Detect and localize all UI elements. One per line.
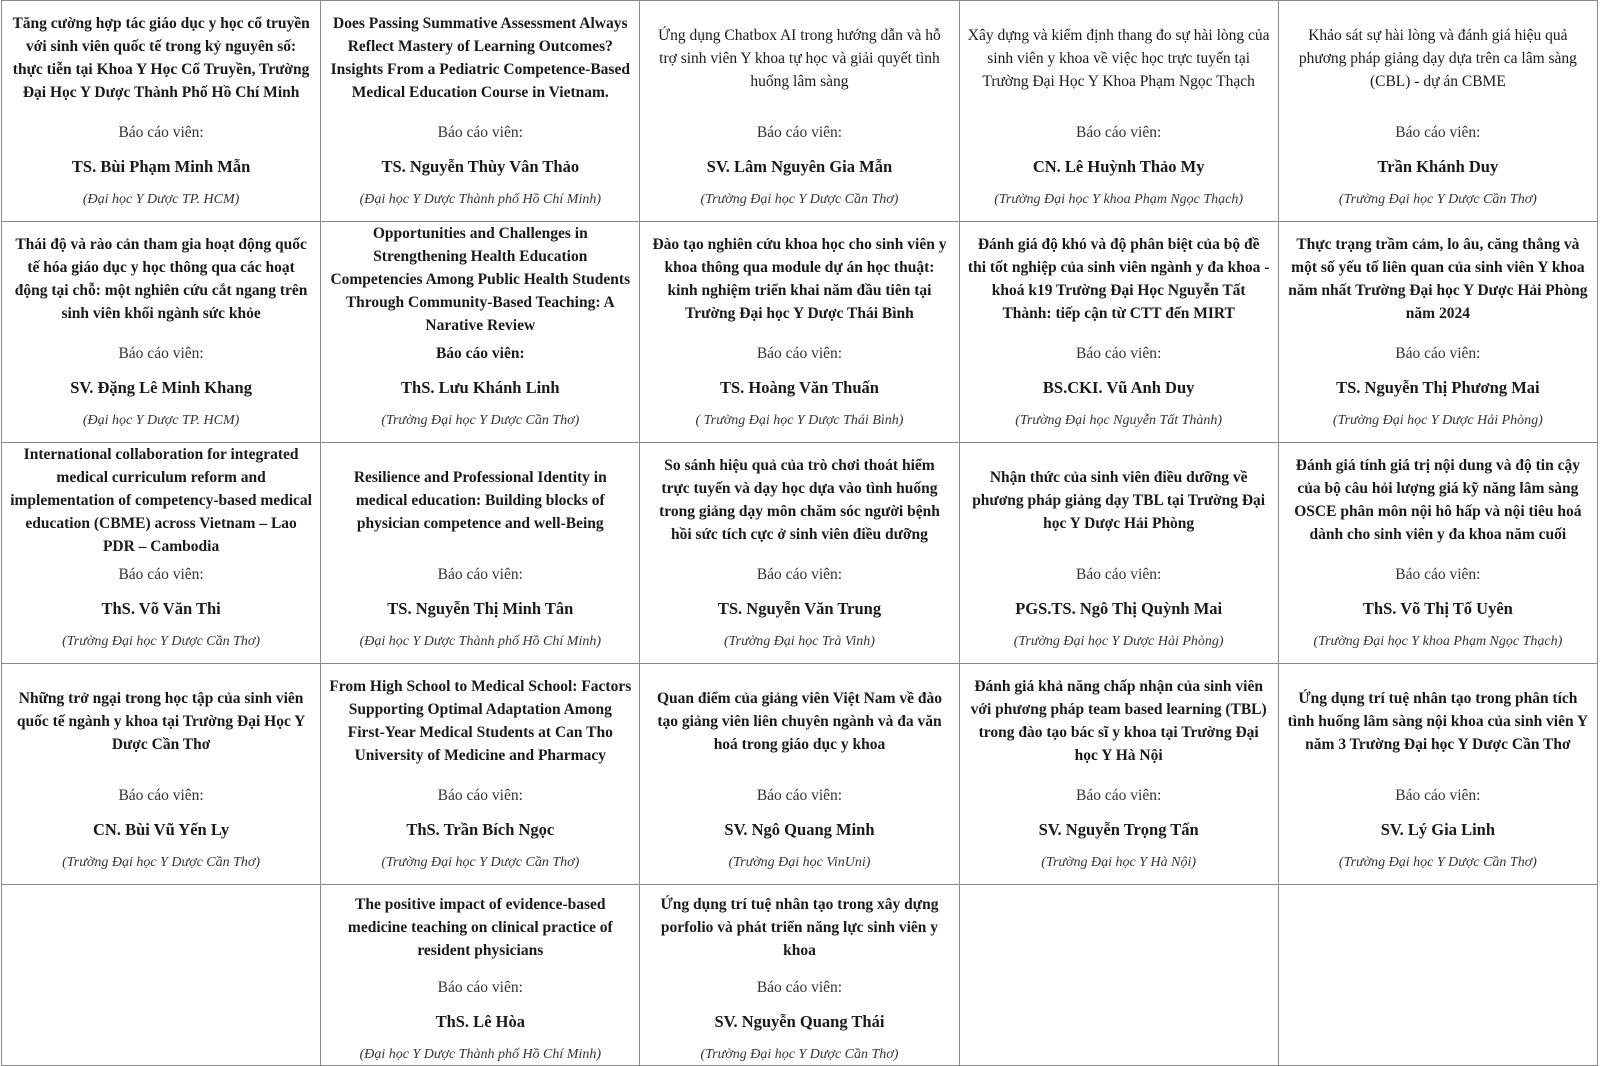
- presentation-cell: [2, 222, 321, 443]
- speaker-label: Báo cáo viên:: [437, 787, 523, 804]
- speaker-organization: (Trường Đại học Y Dược Cần Thơ): [62, 855, 261, 870]
- presentation-title: From High School to Medical School: Factors Supporting Optimal Adaptation Among First-Year Medical Students at Can Tho University of Medicine and Pharmacy: [329, 678, 632, 764]
- speaker-organization: (Đại học Y Dược Thành phố Hồ Chí Minh): [359, 192, 601, 207]
- speaker-label: Báo cáo viên:: [118, 345, 204, 362]
- speaker-organization: (Trường Đại học Y Hà Nội): [1041, 855, 1197, 870]
- speaker-name: Trần Khánh Duy: [1377, 157, 1499, 176]
- speaker-organization: (Trường Đại học VinUni): [728, 855, 871, 870]
- speaker-name: CN. Bùi Vũ Yến Ly: [93, 820, 230, 839]
- speaker-label: Báo cáo viên:: [756, 979, 843, 996]
- presentation-entry: [321, 664, 639, 884]
- presentation-title: Khảo sát sự hài lòng và đánh giá hiệu quả phương pháp giảng dạy dựa trên ca lâm sàng (CBL) - dự án CBME: [1298, 26, 1577, 90]
- presentation-cell: [959, 664, 1278, 885]
- presentation-entry: [321, 1, 639, 221]
- speaker-name: CN. Lê Huỳnh Thảo My: [1032, 157, 1205, 176]
- presentation-title: Nhận thức của sinh viên điều dưỡng về phương pháp giảng dạy TBL tại Trường Đại học Y Dược Hải Phòng: [972, 468, 1266, 532]
- speaker-label: Báo cáo viên:: [1395, 345, 1481, 362]
- presentation-cell: [321, 1, 640, 222]
- speaker-label: Báo cáo viên:: [437, 124, 523, 141]
- speaker-name: SV. Nguyễn Trọng Tấn: [1038, 820, 1199, 839]
- presentation-entry: [1279, 1, 1597, 221]
- presentation-title: Thái độ và rào cản tham gia hoạt động quốc tế hóa giáo dục y học thông qua các hoạt động tại chỗ: một nghiên cứu cắt ngang trên sinh viên khối ngành sức khỏe: [14, 236, 308, 322]
- speaker-organization: (Trường Đại học Y Dược Cần Thơ): [62, 634, 261, 649]
- presentation-title: Ứng dụng trí tuệ nhân tạo trong xây dựng porfolio và phát triển năng lực sinh viên y khoa: [660, 896, 939, 959]
- presentation-title: So sánh hiệu quả của trò chơi thoát hiểm trực tuyến và dạy học dựa vào tình huống trong giảng dạy môn chăm sóc người bệnh hồi sức tích cực ở sinh viên điều dưỡng: [659, 457, 940, 543]
- presentation-title: Quan điểm của giảng viên Việt Nam về đào tạo giảng viên liên chuyên ngành và đa văn hoá trong giáo dục y khoa: [656, 689, 942, 753]
- speaker-name: TS. Nguyễn Thị Minh Tân: [387, 599, 574, 618]
- speaker-name: SV. Ngô Quang Minh: [724, 820, 875, 839]
- speaker-organization: ( Trường Đại học Y Dược Thái Bình): [695, 413, 904, 428]
- presentation-title: Đánh giá độ khó và độ phân biệt của bộ đề thi tốt nghiệp của sinh viên ngành y đa khoa - khoá k19 Trường Đại Học Nguyễn Tất Thành: tiếp cận từ CTT đến MIRT: [967, 236, 1270, 322]
- speaker-name: PGS.TS. Ngô Thị Quỳnh Mai: [1015, 599, 1223, 618]
- speaker-label: Báo cáo viên:: [1076, 787, 1162, 804]
- speaker-name: SV. Lý Gia Linh: [1380, 820, 1496, 839]
- speaker-name: ThS. Võ Văn Thi: [101, 599, 221, 618]
- speaker-organization: (Trường Đại học Y Dược Hải Phòng): [1013, 634, 1224, 649]
- speaker-label: Báo cáo viên:: [756, 124, 843, 141]
- presentation-cell: [1278, 664, 1597, 885]
- presentation-title: Does Passing Summative Assessment Always Reflect Mastery of Learning Outcomes? Insights From a Pediatric Competence-Based Medical Education Course in Vietnam.: [330, 15, 630, 101]
- empty-cell: [959, 885, 1278, 1066]
- presentation-cell: [640, 885, 959, 1066]
- speaker-label: Báo cáo viên:: [435, 345, 525, 362]
- speaker-organization: (Trường Đại học Y khoa Phạm Ngọc Thạch): [994, 192, 1244, 207]
- presentation-cell: [640, 1, 959, 222]
- speaker-name: ThS. Lưu Khánh Linh: [401, 378, 560, 397]
- presentation-title: Đánh giá tính giá trị nội dung và độ tin cậy của bộ câu hỏi lượng giá kỹ năng lâm sàng OSCE phân môn nội hô hấp và nội tiêu hoá dành cho sinh viên y đa khoa năm cuối: [1294, 457, 1582, 543]
- speaker-label: Báo cáo viên:: [1076, 566, 1162, 583]
- speaker-organization: (Trường Đại học Y Dược Cần Thơ): [700, 1047, 899, 1062]
- speaker-name: TS. Nguyễn Thị Phương Mai: [1336, 378, 1540, 397]
- presentation-entry: [1279, 222, 1597, 442]
- presentation-entry: [640, 885, 958, 1065]
- empty-cell: [2, 885, 321, 1066]
- speaker-label: Báo cáo viên:: [118, 787, 204, 804]
- speaker-organization: (Trường Đại học Y Dược Cần Thơ): [1338, 855, 1537, 870]
- speaker-name: TS. Bùi Phạm Minh Mẫn: [71, 157, 251, 176]
- presentation-entry: [960, 222, 1278, 442]
- presentation-entry: [640, 664, 958, 884]
- presentation-cell: [640, 664, 959, 885]
- presentation-title: Xây dựng và kiểm định thang đo sự hài lòng của sinh viên y khoa về việc học trực tuyến tại Trường Đại Học Y Khoa Phạm Ngọc Thạch: [967, 26, 1270, 90]
- presentation-title: International collaboration for integrated medical curriculum reform and implementation of competency-based medical education (CBME) across Vietnam – Lao PDR – Cambodia: [10, 445, 312, 555]
- speaker-organization: (Trường Đại học Y Dược Cần Thơ): [381, 855, 580, 870]
- speaker-label: Báo cáo viên:: [1395, 566, 1481, 583]
- presentation-title: Ứng dụng trí tuệ nhân tạo trong phân tích tình huống lâm sàng nội khoa của sinh viên Y năm 3 Trường Đại học Y Dược Cần Thơ: [1287, 689, 1589, 753]
- presentation-cell: [959, 443, 1278, 664]
- presentation-entry: [1279, 443, 1597, 663]
- speaker-organization: (Trường Đại học Y Dược Cần Thơ): [700, 192, 899, 207]
- presentation-cell: [2, 443, 321, 664]
- presentation-title: Tăng cường hợp tác giáo dục y học cổ truyền với sinh viên quốc tế trong kỷ nguyên số: thực tiễn tại Khoa Y Học Cổ Truyền, Trường Đại Học Y Dược Thành Phố Hồ Chí Minh: [12, 15, 310, 101]
- speaker-label: Báo cáo viên:: [1395, 787, 1481, 804]
- presentation-entry: [640, 222, 958, 442]
- presentation-title: The positive impact of evidence-based medicine teaching on clinical practice of resident physicians: [347, 896, 613, 959]
- speaker-organization: (Đại học Y Dược Thành phố Hồ Chí Minh): [359, 634, 601, 649]
- speaker-name: ThS. Trần Bích Ngọc: [406, 820, 555, 839]
- speaker-name: SV. Đặng Lê Minh Khang: [70, 378, 252, 397]
- speaker-name: SV. Nguyễn Quang Thái: [714, 1012, 885, 1031]
- presentation-entry: [321, 443, 639, 663]
- presentation-cell: [959, 222, 1278, 443]
- speaker-name: TS. Hoàng Văn Thuấn: [719, 378, 879, 397]
- presentation-entry: [2, 443, 320, 663]
- presentation-title: Đào tạo nghiên cứu khoa học cho sinh viên y khoa thông qua module dự án học thuật: kinh nghiệm triển khai năm đầu tiên tại Trường Đại học Y Dược Thái Bình: [652, 236, 947, 322]
- speaker-label: Báo cáo viên:: [1076, 345, 1162, 362]
- speaker-label: Báo cáo viên:: [437, 566, 523, 583]
- presentation-cell: [640, 222, 959, 443]
- speaker-name: TS. Nguyễn Văn Trung: [717, 599, 882, 618]
- presentation-cell: [640, 443, 959, 664]
- presentation-cell: [959, 1, 1278, 222]
- speaker-name: ThS. Võ Thị Tố Uyên: [1362, 599, 1513, 618]
- speaker-label: Báo cáo viên:: [756, 787, 843, 804]
- presentation-entry: [960, 443, 1278, 663]
- speaker-label: Báo cáo viên:: [756, 345, 843, 362]
- presentation-title: Những trở ngại trong học tập của sinh viên quốc tế ngành y khoa tại Trường Đại Học Y Dược Cần Thơ: [16, 689, 306, 753]
- speaker-organization: (Trường Đại học Y Dược Cần Thơ): [381, 413, 580, 428]
- presentation-entry: [960, 1, 1278, 221]
- presentation-cell: [1278, 443, 1597, 664]
- speaker-label: Báo cáo viên:: [1395, 124, 1481, 141]
- schedule-row: [2, 1, 1598, 222]
- schedule-row: [2, 222, 1598, 443]
- speaker-organization: (Đại học Y Dược Thành phố Hồ Chí Minh): [359, 1047, 601, 1062]
- presentation-cell: [321, 885, 640, 1066]
- schedule-row: [2, 443, 1598, 664]
- speaker-organization: (Trường Đại học Trà Vinh): [723, 634, 875, 649]
- presentation-cell: [321, 664, 640, 885]
- schedule-row: [2, 664, 1598, 885]
- presentation-entry: [1279, 664, 1597, 884]
- presentation-cell: [2, 1, 321, 222]
- presentation-cell: [1278, 222, 1597, 443]
- speaker-name: SV. Lâm Nguyên Gia Mẫn: [706, 157, 893, 176]
- empty-cell: [1278, 885, 1597, 1066]
- presentation-entry: [640, 1, 958, 221]
- presentation-cell: [2, 664, 321, 885]
- presentation-entry: [2, 1, 320, 221]
- speaker-label: Báo cáo viên:: [118, 124, 204, 141]
- presentation-entry: [2, 664, 320, 884]
- presentation-cell: [1278, 1, 1597, 222]
- presentation-entry: [2, 222, 320, 442]
- speaker-organization: (Trường Đại học Y Dược Cần Thơ): [1338, 192, 1537, 207]
- presentation-entry: [321, 222, 639, 442]
- speaker-organization: (Trường Đại học Y khoa Phạm Ngọc Thạch): [1313, 634, 1563, 649]
- speaker-label: Báo cáo viên:: [118, 566, 204, 583]
- speaker-organization: (Đại học Y Dược TP. HCM): [82, 192, 240, 207]
- presentation-title: Resilience and Professional Identity in medical education: Building blocks of physician competence and well-Being: [353, 468, 607, 532]
- speaker-name: ThS. Lê Hòa: [435, 1012, 525, 1031]
- speaker-organization: (Trường Đại học Y Dược Hải Phòng): [1332, 413, 1543, 428]
- presentation-title: Đánh giá khả năng chấp nhận của sinh viên với phương pháp team based learning (TBL) trong đào tạo bác sĩ y khoa tại Trường Đại học Y Hà Nội: [970, 678, 1267, 764]
- presentation-cell: [321, 222, 640, 443]
- presentation-title: Ứng dụng Chatbox AI trong hướng dẫn và hỗ trợ sinh viên Y khoa tự học và giải quyết tình huống lâm sàng: [658, 26, 941, 90]
- presentation-title: Thực trạng trầm cảm, lo âu, căng thẳng và một số yếu tố liên quan của sinh viên Y khoa năm nhất Trường Đại học Y Dược Hải Phòng năm 2024: [1288, 236, 1588, 322]
- presentation-title: Opportunities and Challenges in Strengthening Health Education Competencies Among Public Health Students Through Community-Based Teaching: A Narative Review: [330, 224, 631, 334]
- presentation-entry: [640, 443, 958, 663]
- presentation-cell: [321, 443, 640, 664]
- presentation-schedule-table: [1, 0, 1598, 1066]
- speaker-name: BS.CKI. Vũ Anh Duy: [1042, 378, 1195, 397]
- presentation-entry: [960, 664, 1278, 884]
- speaker-label: Báo cáo viên:: [756, 566, 843, 583]
- speaker-name: TS. Nguyễn Thùy Vân Thảo: [381, 157, 580, 176]
- presentation-entry: [321, 885, 639, 1065]
- speaker-organization: (Đại học Y Dược TP. HCM): [82, 413, 240, 428]
- speaker-label: Báo cáo viên:: [437, 979, 523, 996]
- speaker-organization: (Trường Đại học Nguyễn Tất Thành): [1015, 413, 1223, 428]
- schedule-row: [2, 885, 1598, 1066]
- speaker-label: Báo cáo viên:: [1076, 124, 1162, 141]
